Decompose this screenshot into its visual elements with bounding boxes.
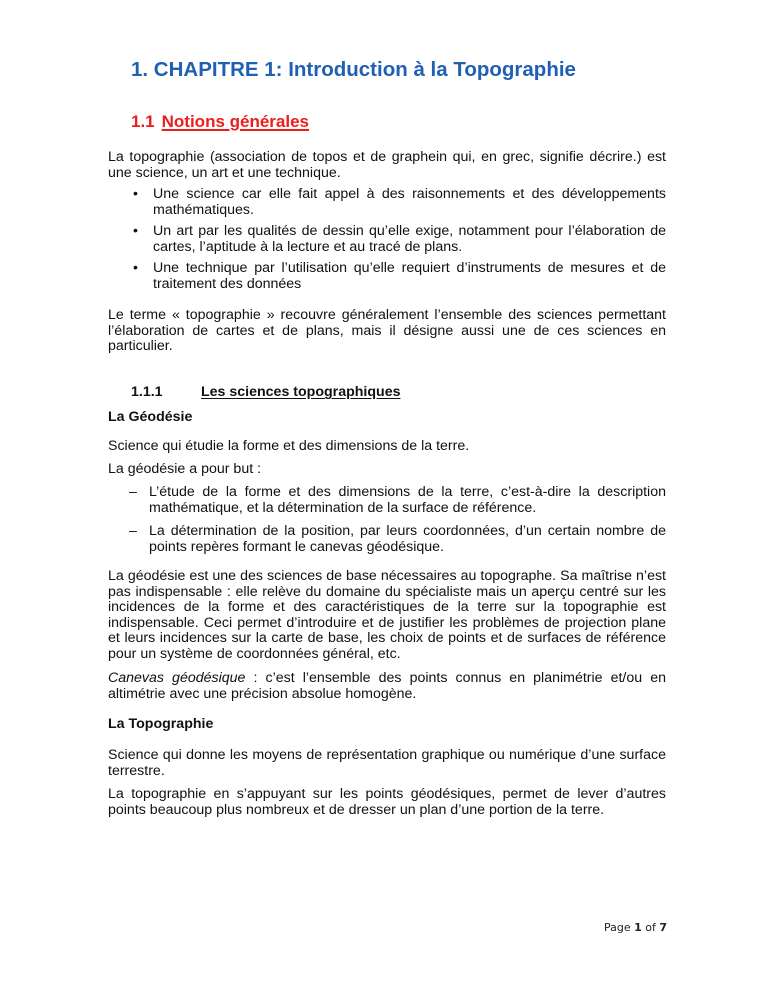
section-number: 1.1 (131, 112, 155, 131)
topographie-definition: Science qui donne les moyens de représentation graphique ou numérique d’une surface terrestre. (108, 747, 666, 779)
chapter-title: 1. CHAPITRE 1: Introduction à la Topographie (131, 58, 576, 81)
topographie-heading: La Topographie (108, 716, 214, 732)
goal-text: La détermination de la position, par leurs coordonnées, d’un certain nombre de points repères formant le canevas géodésique. (149, 523, 666, 555)
list-item (108, 524, 666, 555)
topographie-paragraph: La topographie en s’appuyant sur les points géodésiques, permet de lever d’autres points beaucoup plus nombreux et de dresser un plan d’une portion de la terre. (108, 786, 666, 818)
list-item (108, 224, 666, 255)
bullet-text: Une technique par l’utilisation qu’elle requiert d’instruments de mesures et de traitement des données (153, 260, 666, 292)
subsection-title: Les sciences topographiques (201, 384, 401, 401)
terme-paragraph: Le terme « topographie » recouvre généralement l’ensemble des sciences permettant l’élaboration de cartes et de plans, mais il désigne aussi une de ces sciences en particulier. (108, 307, 666, 355)
section-heading (131, 112, 309, 132)
bullet-icon: • (133, 260, 138, 277)
intro-bullet-list (108, 187, 666, 299)
list-item (108, 187, 666, 218)
canevas-term: Canevas géodésique (108, 670, 246, 686)
bullet-icon: • (133, 186, 138, 202)
list-item (108, 261, 666, 292)
dash-icon: – (129, 523, 137, 540)
total-page-count: 7 (659, 921, 668, 934)
intro-text: La topographie (association de topos et de graphein qui, en grec, signifie décrire.) est une science, un art et une technique. (108, 149, 666, 181)
dash-icon: – (129, 484, 137, 500)
bullet-text: Un art par les qualités de dessin qu’elle exige, notamment pour l’élaboration de cartes, l’aptitude à la lecture et au tracé de plans. (153, 223, 666, 255)
list-item (108, 485, 666, 516)
current-page-number: 1 (634, 921, 642, 934)
bullet-text: Une science car elle fait appel à des raisonnements et des développements mathématiques. (153, 186, 666, 218)
geodesie-paragraph: La géodésie est une des sciences de base nécessaires au topographe. Sa maîtrise n’est pas indispensable : elle relève du domaine du spécialiste mais un aperçu centré sur les incidences de la forme et des caractéristiques de la terre sur la topographie est indispensable. Ceci permet d’introduire et de justifier les problèmes de projection plane et leurs incidences sur la carte de base, les choix de points et de surfaces de référence pour un système de coordonnées général, etc. (108, 568, 666, 662)
intro-paragraph (108, 150, 666, 181)
canevas-definition: : c’est l’ensemble des points connus en planimétrie et/ou en altimétrie avec une précision absolue homogène. (108, 670, 667, 702)
subsection-number: 1.1.1 (131, 384, 163, 401)
of-label: of (645, 921, 656, 934)
bullet-icon: • (133, 223, 138, 240)
geodesie-goal-list (108, 485, 666, 563)
canevas-paragraph (108, 671, 666, 702)
goal-text: L’étude de la forme et des dimensions de la terre, c’est-à-dire la description mathématique, et la détermination de la surface de référence. (149, 484, 666, 516)
page-label: Page (604, 921, 631, 934)
subsection-heading (131, 384, 400, 400)
geodesie-definition: Science qui étudie la forme et des dimensions de la terre. (108, 438, 470, 454)
geodesie-goal-intro: La géodésie a pour but : (108, 461, 262, 477)
geodesie-heading: La Géodésie (108, 409, 193, 425)
page-number-footer (604, 921, 667, 934)
section-title: Notions générales (161, 112, 310, 131)
